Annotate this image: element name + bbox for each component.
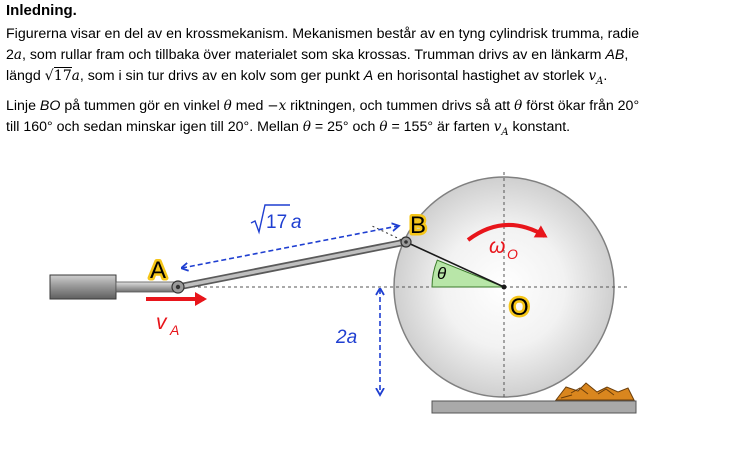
p2-text-3: med: [231, 97, 268, 114]
label-O: O: [510, 294, 529, 321]
p2-text-1: Linje: [6, 97, 40, 114]
p1-length-label: längd: [6, 68, 45, 84]
p1-velocity-sub: A: [596, 75, 604, 87]
p1-radius-number: 2: [6, 47, 14, 63]
p2-velocity-var: v: [493, 118, 502, 135]
p1-radius-var: a: [13, 47, 22, 63]
p1-text-2: , som rullar fram och tillbaka över materialet som ska krossas. Trumman drivs av en länkarm: [21, 47, 606, 63]
label-A: A: [150, 257, 167, 284]
p2-text-4: riktningen, och tummen drivs så att: [286, 97, 515, 114]
length-label-radicand: 17: [266, 212, 288, 233]
p2-theta-4: θ: [379, 118, 388, 135]
p2-theta-2: θ: [514, 97, 523, 114]
velocity-label: [156, 311, 179, 338]
pin-A-center: [176, 285, 180, 289]
p1-period: .: [603, 68, 608, 84]
velocity-label-sub: A: [170, 322, 180, 338]
p2-theta-1: θ: [223, 97, 232, 114]
ground-plate: [432, 401, 636, 413]
p2-text-9: konstant.: [508, 118, 571, 135]
omega-label-sub: O: [507, 246, 518, 262]
label-2a: 2a: [336, 327, 358, 348]
p1-comma: ,: [624, 47, 629, 63]
pin-B-center: [404, 240, 408, 244]
link-arm-AB: [178, 242, 406, 287]
p2-velocity-sub: A: [501, 126, 509, 138]
p2-text-2: på tummen gör en vinkel: [60, 97, 224, 114]
p2-theta-3: θ: [302, 118, 311, 135]
omega-label-symbol: ω: [489, 235, 506, 258]
velocity-label-v: v: [156, 311, 167, 334]
p1-text-4: en horisontal hastighet av storlek: [373, 68, 589, 84]
p1-link-AB: AB: [605, 47, 625, 63]
p2-text-8: = 155° är farten: [387, 118, 494, 135]
piston-cylinder: [50, 275, 116, 299]
p2-minus-x: −x: [267, 97, 287, 114]
p1-text-3: , som i sin tur drivs av en kolv som ger punkt: [79, 68, 364, 84]
length-label-var: a: [291, 212, 302, 233]
center-O: [502, 285, 507, 290]
label-B: B: [410, 212, 427, 239]
section-heading: Inledning.: [6, 2, 77, 19]
p2-text-6: till 160° och sedan minskar igen till 20°. Mellan: [6, 118, 303, 135]
label-theta: θ: [437, 264, 447, 283]
p2-line-BO: BO: [39, 97, 61, 114]
p1-sqrt-radicand: 17: [53, 68, 72, 84]
length-label: [251, 205, 302, 233]
crushed-material: [556, 383, 634, 400]
p2-text-7: = 25° och: [310, 118, 380, 135]
piston-rod: [116, 282, 178, 292]
p2-text-5: först ökar från 20°: [522, 97, 640, 114]
p1-length-var: a: [71, 68, 80, 84]
p1-point-A: A: [363, 68, 374, 84]
p1-sentence-1: Figurerna visar en del av en krossmekanism. Mekanismen består av en tyng cylindrisk trumma, radie: [6, 26, 640, 42]
p1-velocity-var: v: [588, 68, 597, 84]
p1-sqrt-sign: √: [44, 68, 54, 84]
